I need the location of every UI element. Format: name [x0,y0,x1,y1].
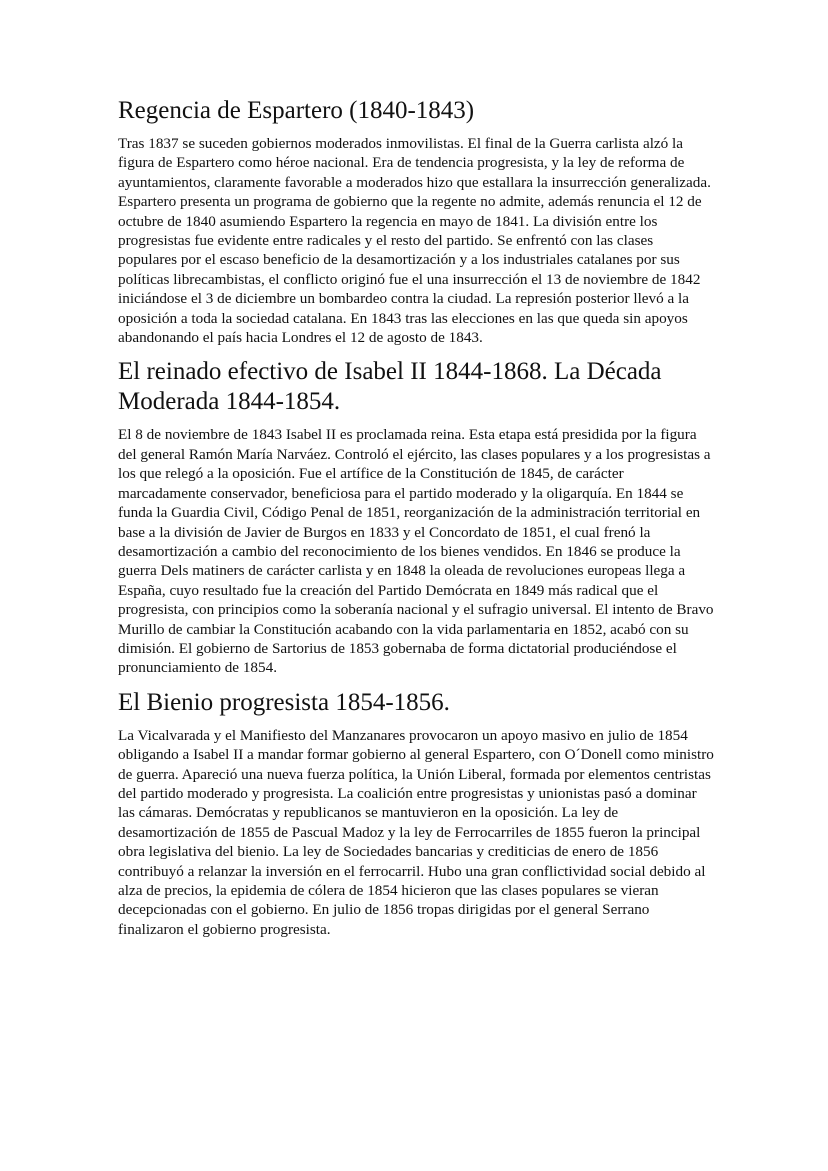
section-heading: El Bienio progresista 1854-1856. [118,688,450,716]
section-paragraph: Tras 1837 se suceden gobiernos moderados inmovilistas. El final de la Guerra carlista alzó la figura de Espartero como héroe nacional. Era de tendencia progresista, y la ley de reforma de ayuntamientos, claramente favorable a moderados hizo que estallara la insurrección generalizada. Espartero presenta un programa de gobierno que la regente no admite, además renuncia el 12 de octubre de 1840 asumiendo Espartero la regencia en mayo de 1841. La división entre los progresistas fue evidente entre radicales y el resto del partido. Se enfrentó con las clases populares por el escaso beneficio de la desamortización y a los industriales catalanes por sus políticas librecambistas, el conflicto originó fue el una insurrección el 13 de noviembre de 1842 iniciándose el 3 de diciembre un bombardeo contra la ciudad. La represión posterior llevó a la oposición a toda la sociedad catalana. En 1843 tras las elecciones en las que queda sin apoyos abandonando el país hacia Londres el 12 de agosto de 1843. [118,135,711,347]
section-paragraph: El 8 de noviembre de 1843 Isabel II es proclamada reina. Esta etapa está presidida por la figura del general Ramón María Narváez. Controló el ejército, las clases populares y a los progresistas a los que relegó a la oposición. Fue el artífice de la Constitución de 1845, de carácter marcadamente conservador, beneficiosa para el partido moderado y la oligarquía. En 1844 se funda la Guardia Civil, Código Penal de 1851, reorganización de la administración territorial en base a la división de Javier de Burgos en 1833 y el Concordato de 1851, el cual frenó la desamortización a cambio del reconocimiento de los bienes vendidos. En 1846 se produce la guerra Dels matiners de carácter carlista y en 1848 la oleada de revoluciones europeas llega a España, cuyo resultado fue la creación del Partido Demócrata en 1849 más radical que el progresista, con principios como la soberanía nacional y el sufragio universal. El intento de Bravo Murillo de cambiar la Constitución acabando con la vida parlamentaria en 1852, acabó con su dimisión. El gobierno de Sartorius de 1853 gobernaba de forma dictatorial produciéndose el pronunciamiento de 1854. [118,426,714,677]
section-heading: El reinado efectivo de Isabel II 1844-1868. La Década Moderada 1844-1854. [118,358,662,416]
section-regencia-espartero [118,96,714,347]
section-bienio-progresista [118,688,714,939]
section-paragraph: La Vicalvarada y el Manifiesto del Manzanares provocaron un apoyo masivo en julio de 1854 obligando a Isabel II a mandar formar gobierno al general Espartero, con O´Donell como ministro de guerra. Apareció una nueva fuerza política, la Unión Liberal, formada por elementos centristas del partido moderado y progresista. La coalición entre progresistas y unionistas pasó a dominar las cámaras. Demócratas y republicanos se mantuvieron en la oposición. La ley de desamortización de 1855 de Pascual Madoz y la ley de Ferrocarriles de 1855 fueron la principal obra legislativa del bienio. La ley de Sociedades bancarias y crediticias de enero de 1856 contribuyó a relanzar la inversión en el ferrocarril. Hubo una gran conflictividad social debido al alza de precios, la epidemia de cólera de 1854 hicieron que las clases populares se vieran decepcionadas con el gobierno. En julio de 1856 tropas dirigidas por el general Serrano finalizaron el gobierno progresista. [118,726,714,938]
document-page [118,96,714,949]
section-reinado-isabel-ii [118,357,714,677]
section-heading: Regencia de Espartero (1840-1843) [118,97,475,124]
